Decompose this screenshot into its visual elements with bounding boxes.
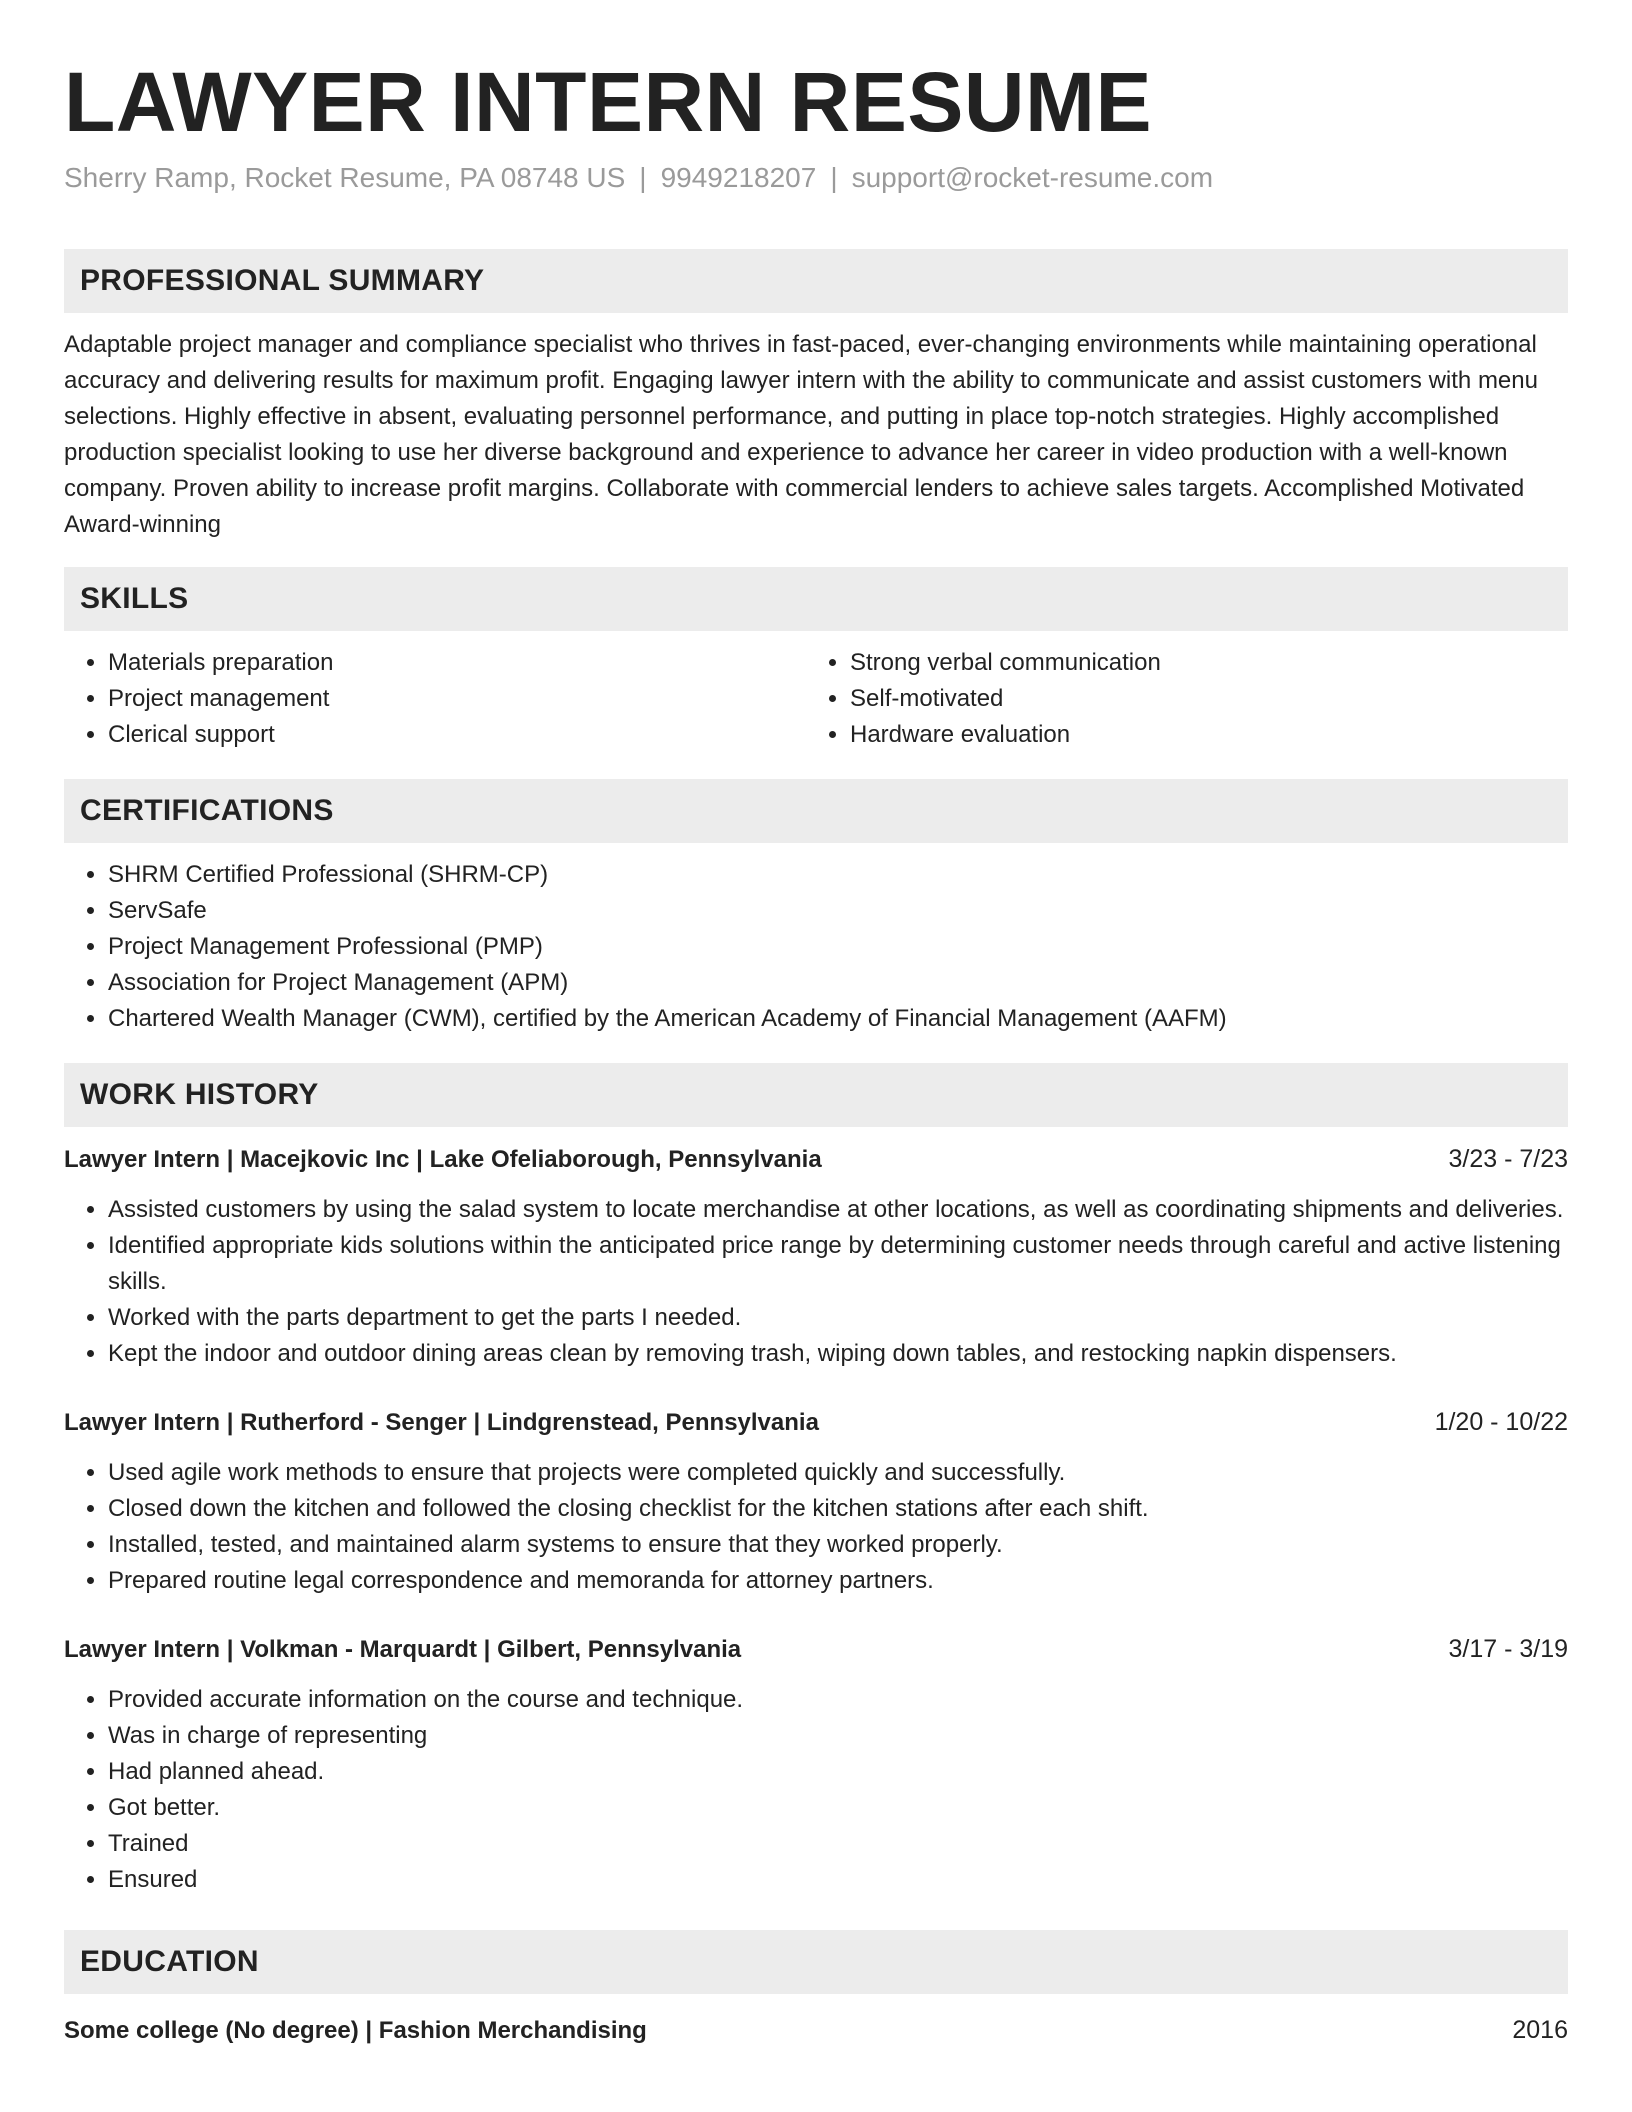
job-bullet: • Installed, tested, and maintained alarm systems to ensure that they worked properly. <box>108 1527 1568 1563</box>
job-bullet: • Trained <box>108 1826 1568 1862</box>
job-bullet: • Prepared routine legal correspondence and memoranda for attorney partners. <box>108 1563 1568 1599</box>
job-header <box>64 1141 1568 1178</box>
skills-heading: SKILLS <box>64 567 1568 631</box>
job-title: Lawyer Intern | Rutherford - Senger | Lindgrenstead, Pennsylvania <box>64 1408 819 1436</box>
education-entry <box>64 2012 1568 2049</box>
certifications-heading: CERTIFICATIONS <box>64 779 1568 843</box>
job-entry <box>64 1404 1568 1599</box>
contact-address: Sherry Ramp, Rocket Resume, PA 08748 US <box>64 162 626 194</box>
job-header <box>64 1631 1568 1668</box>
resume-page <box>64 0 1568 2049</box>
education-year: 2016 <box>1512 2015 1568 2044</box>
job-bullet: • Ensured <box>108 1862 1568 1898</box>
job-title: Lawyer Intern | Volkman - Marquardt | Gilbert, Pennsylvania <box>64 1635 742 1663</box>
job-bullet: • Was in charge of representing <box>108 1718 1568 1754</box>
skill-item: • Strong verbal communication <box>850 645 1548 681</box>
job-title: Lawyer Intern | Macejkovic Inc | Lake Ofeliaborough, Pennsylvania <box>64 1145 822 1173</box>
work-heading: WORK HISTORY <box>64 1063 1568 1127</box>
job-bullet: • Identified appropriate kids solutions within the anticipated price range by determining customer needs through careful and active listening skills. <box>108 1228 1568 1300</box>
certifications-list <box>64 857 1568 1037</box>
job-bullets <box>64 1455 1568 1599</box>
job-bullet: • Provided accurate information on the course and technique. <box>108 1682 1568 1718</box>
summary-text: Adaptable project manager and compliance specialist who thrives in fast-paced, ever-changing environments while maintaining operational accuracy and delivering results for maximum profit. Engaging lawyer intern with the ability to communicate and assist customers with menu selections. Highly effective in absent, evaluating personnel performance, and putting in place top-notch strategies. Highly accomplished production specialist looking to use her diverse background and experience to advance her career in video production with a well-known company. Proven ability to increase profit margins. Collaborate with commercial lenders to achieve sales targets. Accomplished Motivated Award-winning <box>64 330 1538 538</box>
job-bullet: • Worked with the parts department to get the parts I needed. <box>108 1300 1568 1336</box>
certification-item: • SHRM Certified Professional (SHRM-CP) <box>108 857 1568 893</box>
job-dates: 3/17 - 3/19 <box>1448 1634 1568 1663</box>
job-dates: 1/20 - 10/22 <box>1434 1407 1568 1436</box>
job-bullet: • Assisted customers by using the salad system to locate merchandise at other locations, as well as coordinating shipments and deliveries. <box>108 1192 1568 1228</box>
skill-item: • Hardware evaluation <box>850 717 1548 753</box>
education-heading: EDUCATION <box>64 1930 1568 1994</box>
skill-item: • Self-motivated <box>850 681 1548 717</box>
education-degree: Some college (No degree) | Fashion Merchandising <box>64 2016 647 2044</box>
skill-item: • Materials preparation <box>108 645 806 681</box>
skills-list-right <box>806 645 1548 753</box>
certification-item: • Chartered Wealth Manager (CWM), certified by the American Academy of Financial Management (AAFM) <box>108 1001 1568 1037</box>
contact-email[interactable]: support@rocket-resume.com <box>851 162 1214 194</box>
job-header <box>64 1404 1568 1441</box>
job-entry <box>64 1631 1568 1898</box>
certification-item: • ServSafe <box>108 893 1568 929</box>
contact-separator: | <box>639 162 647 194</box>
job-bullet: • Used agile work methods to ensure that projects were completed quickly and successfully. <box>108 1455 1568 1491</box>
certification-item: • Project Management Professional (PMP) <box>108 929 1568 965</box>
skills-list-left <box>64 645 806 753</box>
certification-item: • Association for Project Management (APM) <box>108 965 1568 1001</box>
contact-line <box>64 160 1568 196</box>
job-bullet: • Kept the indoor and outdoor dining areas clean by removing trash, wiping down tables, and restocking napkin dispensers. <box>108 1336 1568 1372</box>
summary-heading: PROFESSIONAL SUMMARY <box>64 249 1568 313</box>
job-entry <box>64 1141 1568 1372</box>
skill-item: • Clerical support <box>108 717 806 753</box>
job-bullet: • Closed down the kitchen and followed the closing checklist for the kitchen stations after each shift. <box>108 1491 1568 1527</box>
skill-item: • Project management <box>108 681 806 717</box>
contact-separator: | <box>830 162 838 194</box>
job-dates: 3/23 - 7/23 <box>1448 1144 1568 1173</box>
job-bullet: • Had planned ahead. <box>108 1754 1568 1790</box>
job-bullets <box>64 1682 1568 1898</box>
contact-phone[interactable]: 9949218207 <box>660 162 817 194</box>
resume-title: LAWYER INTERN RESUME <box>64 55 1153 149</box>
job-bullets <box>64 1192 1568 1372</box>
skills-grid <box>64 645 1568 753</box>
job-bullet: • Got better. <box>108 1790 1568 1826</box>
